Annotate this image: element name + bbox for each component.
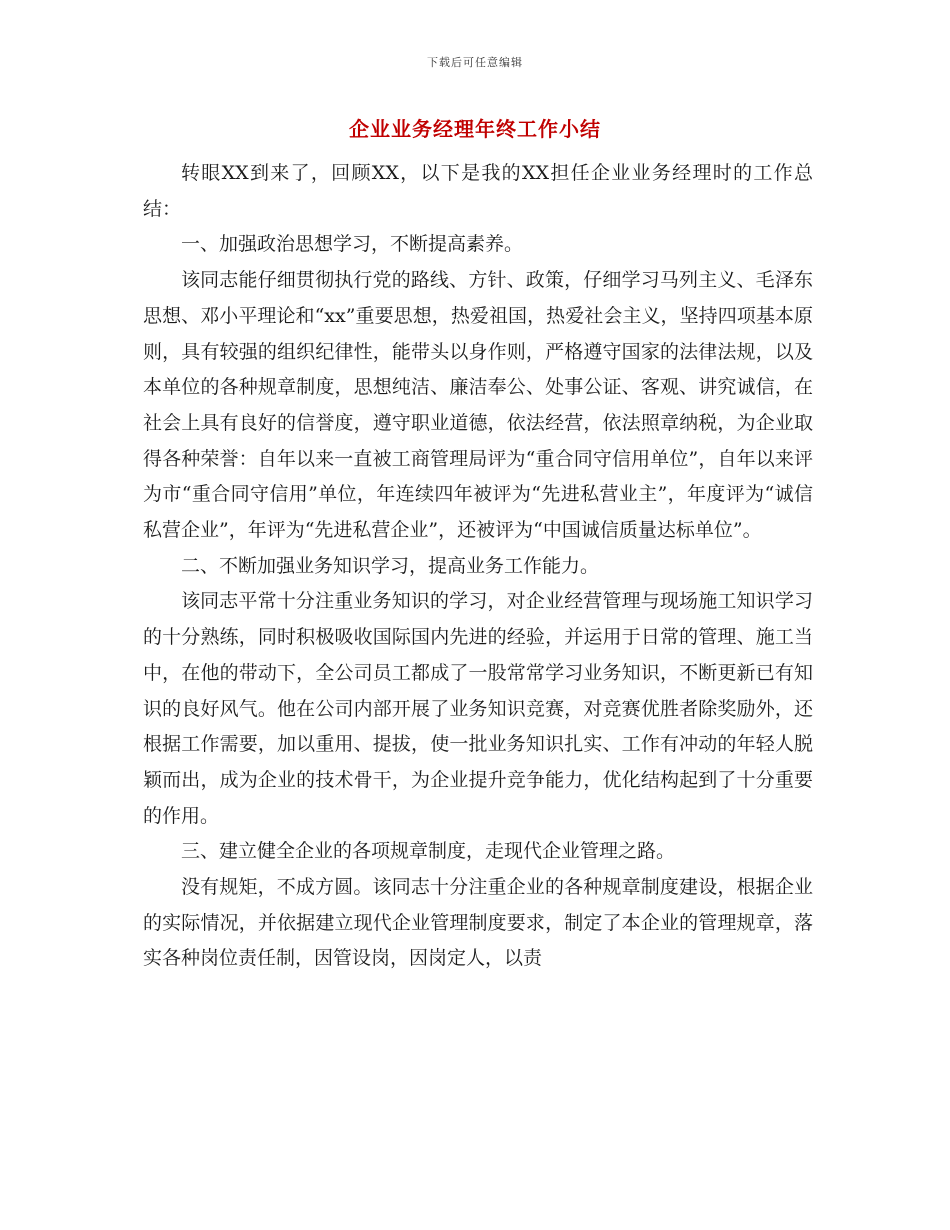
section-heading-3: 三、建立健全企业的各项规章制度，走现代企业管理之路。 xyxy=(181,840,676,863)
section-heading-1: 一、加强政治思想学习，不断提高素养。 xyxy=(181,233,524,256)
header-note: 下载后可任意编辑 xyxy=(427,56,523,69)
document-body xyxy=(143,156,813,977)
paragraph-section-3: 没有规矩，不成方圆。该同志十分注重企业的各种规章制度建设，根据企业的实际情况，并依据建立现代企业管理制度要求，制定了本企业的管理规章，落实各种岗位责任制，因管设岗，因岗定人，以责 xyxy=(143,876,813,970)
paragraph-section-2: 该同志平常十分注重业务知识的学习，对企业经营管理与现场施工知识学习的十分熟练，同时积极吸收国际国内先进的经验，并运用于日常的管理、施工当中，在他的带动下，全公司员工都成了一股常常学习业务知识，不断更新已有知识的良好风气。他在公司内部开展了业务知识竞赛，对竞赛优胜者除奖励外，还根据工作需要，加以重用、提拔，使一批业务知识扎实、工作有冲动的年轻人脱颖而出，成为企业的技术骨干，为企业提升竞争能力，优化结构起到了十分重要的作用。 xyxy=(143,590,813,827)
paragraph-intro: 转眼XX到来了，回顾XX，以下是我的XX担任企业业务经理时的工作总结： xyxy=(143,162,813,220)
document-title: 企业业务经理年终工作小结 xyxy=(349,117,601,141)
paragraph-section-1: 该同志能仔细贯彻执行党的路线、方针、政策，仔细学习马列主义、毛泽东思想、邓小平理论和“xx”重要思想，热爱祖国，热爱社会主义，坚持四项基本原则，具有较强的组织纪律性，能带头以身作则，严格遵守国家的法律法规，以及本单位的各种规章制度，思想纯洁、廉洁奉公、处事公证、客观、讲究诚信，在社会上具有良好的信誉度，遵守职业道德，依法经营，依法照章纳税，为企业取得各种荣誉：自年以来一直被工商管理局评为“重合同守信用单位”，自年以来评为市“重合同守信用”单位，年连续四年被评为“先进私营业主”，年度评为“诚信私营企业”，年评为“先进私营企业”，还被评为“中国诚信质量达标单位”。 xyxy=(143,269,813,542)
section-heading-2: 二、不断加强业务知识学习，提高业务工作能力。 xyxy=(181,554,600,577)
